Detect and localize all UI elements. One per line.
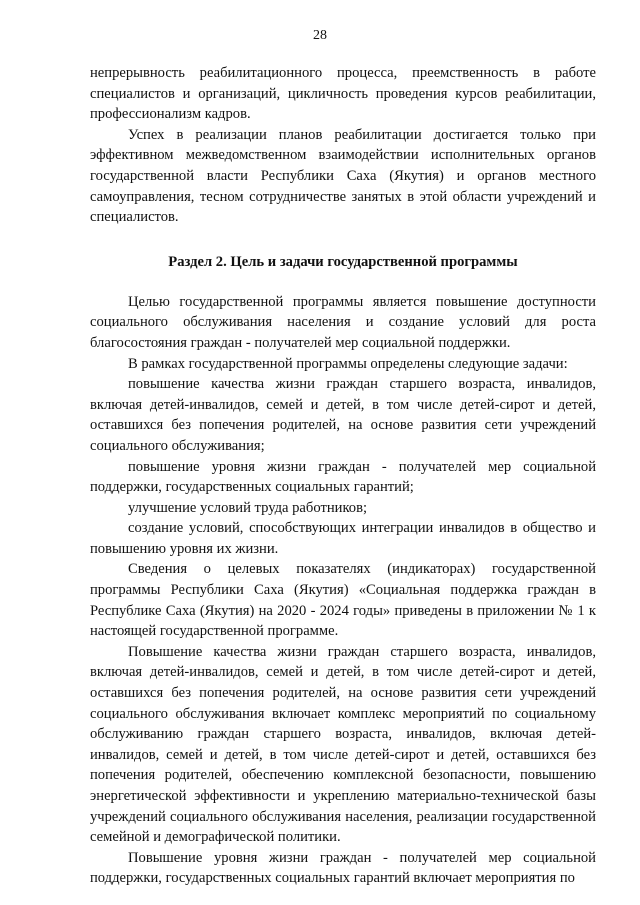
task-item-disability-integration: создание условий, способствующих интеграции инвалидов в общество и повышению уровня их жизни. xyxy=(90,520,596,557)
paragraph-rehabilitation-success: Успех в реализации планов реабилитации достигается только при эффективном межведомственном взаимодействии исполнительных органов государственной власти Республики Саха (Якутия) и органов местного самоуправления, тесном сотрудничестве занятых в этой области учреждений и специалистов. xyxy=(90,126,596,226)
paragraph-program-goal: Целью государственной программы является повышение доступности социального обслуживания населения и создание условий для роста благосостояния граждан - получателей мер социальной поддержки. xyxy=(90,293,596,351)
paragraph-continuation: непрерывность реабилитационного процесса, преемственность в работе специалистов и организаций, цикличность проведения курсов реабилитации, профессионализм кадров. xyxy=(90,65,596,123)
task-item-working-conditions: улучшение условий труда работников; xyxy=(128,499,368,516)
paragraph-target-indicators: Сведения о целевых показателях (индикаторах) государственной программы Республики Саха (Якутия) «Социальная поддержка граждан в Республике Саха (Якутия) на 2020 - 2024 годы» приведены в приложении № 1 к настоящей государственной программе. xyxy=(90,561,596,640)
task-item-living-standard: повышение уровня жизни граждан - получателей мер социальной поддержки, государственных социальных гарантий; xyxy=(90,458,596,496)
paragraph-quality-of-life-measures: Повышение качества жизни граждан старшего возраста, инвалидов, включая детей-инвалидов, семей и детей, в том числе детей-сирот и детей, оставшихся без попечения родителей, на основе развития сети учреждений социального обслуживания включает комплекс мероприятий по социальному обслуживанию граждан старшего возраста, инвалидов, включая детей-инвалидов, семей и детей, в том числе детей-сирот и детей, оставшихся без попечения родителей, обеспечению комплексной безопасности, повышению энергетической эффективности и укреплению материально-технической базы учреждений социального обслуживания населения, реализации государственной семейной и демографической политики. xyxy=(90,643,596,846)
page-body xyxy=(90,63,596,889)
section-heading: Раздел 2. Цель и задачи государственной программы xyxy=(168,253,518,270)
page-number: 28 xyxy=(313,28,327,43)
paragraph-living-standard-measures: Повышение уровня жизни граждан - получателей мер социальной поддержки, государственных социальных гарантий включает мероприятия по xyxy=(90,849,596,887)
task-item-quality-of-life: повышение качества жизни граждан старшего возраста, инвалидов, включая детей-инвалидов, семей и детей, в том числе детей-сирот и детей, оставшихся без попечения родителей, на основе развития сети учреждений социального обслуживания; xyxy=(90,376,596,454)
paragraph-tasks-intro: В рамках государственной программы определены следующие задачи: xyxy=(128,355,568,372)
